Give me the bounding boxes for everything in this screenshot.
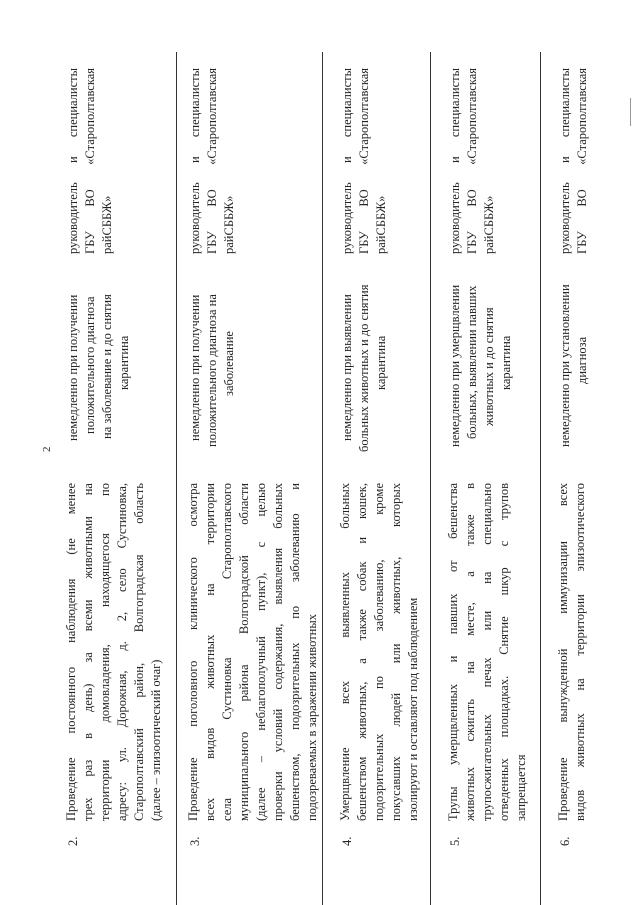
deadline-line: немедленно при получении bbox=[188, 294, 202, 441]
responsible-line: руководитель и специалисты bbox=[188, 68, 202, 254]
measure-line: Трупы умерщвленных и павших от бешенства bbox=[446, 483, 460, 821]
measure-line: Проведение поголовного клинического осмотра bbox=[186, 483, 200, 821]
measure-line: Старополтавский район, Волгоградская область bbox=[132, 483, 146, 821]
scan-edge-mark bbox=[630, 98, 631, 126]
row-number: 4. bbox=[340, 836, 354, 846]
deadline-line: животных и до снятия bbox=[482, 307, 496, 426]
measure-line: территории домовладения, находящегося по bbox=[98, 483, 112, 821]
responsible-line: райСББЖ» bbox=[482, 195, 496, 254]
deadline-line: положительного диагноза на bbox=[205, 294, 219, 447]
deadline-line: карантина bbox=[117, 335, 131, 390]
responsible-line: руководитель и специалисты bbox=[340, 68, 354, 254]
measure-line: изолируют и оставляют под наблюдением bbox=[406, 597, 420, 821]
measure-line: Умерщвление всех выявленных больных bbox=[338, 483, 352, 821]
page-number: 2 bbox=[41, 446, 53, 452]
deadline-line: немедленно при установлении bbox=[558, 284, 572, 447]
measure-line: подозрительных по заболеванию, кроме bbox=[372, 483, 386, 821]
row-number: 5. bbox=[448, 836, 462, 846]
measure-line: муниципального района Волгоградской области bbox=[237, 483, 251, 821]
measure-line: животных сжигать на месте, а также в bbox=[463, 483, 477, 821]
row-separator bbox=[540, 52, 541, 905]
measure-line: трупосжигательных печах или на специально bbox=[480, 483, 494, 821]
measure-line: бешенством животных, а также собак и кошек, bbox=[355, 483, 369, 821]
measure-line: (далее – эпизоотический очаг) bbox=[149, 659, 163, 821]
measure-line: запрещается bbox=[514, 754, 528, 821]
responsible-line: ГБУ ВО «Старополтавская bbox=[465, 68, 479, 254]
measure-line: трех раз в день) за всеми животными на bbox=[81, 483, 95, 821]
measure-line: (далее – неблагополучный пункт), с целью bbox=[254, 483, 268, 821]
row-number: 6. bbox=[558, 836, 572, 846]
measure-line: Проведение постоянного наблюдения (не менее bbox=[64, 483, 78, 821]
measure-line: отведенных площадках. Снятие шкур с трупов bbox=[497, 483, 511, 821]
responsible-line: руководитель и специалисты bbox=[66, 68, 80, 254]
measure-line: видов животных на территории эпизоотического bbox=[573, 483, 587, 821]
deadline-line: больных животных и до снятия bbox=[357, 284, 371, 452]
measure-line: подозреваемых в заражении животных bbox=[305, 614, 319, 821]
deadline-line: положительного диагноза bbox=[83, 296, 97, 434]
responsible-line: райСББЖ» bbox=[100, 195, 114, 254]
measure-line: проверки условий содержания, выявления больных bbox=[271, 483, 285, 821]
responsible-line: ГБУ ВО «Старополтавская bbox=[205, 68, 219, 254]
responsible-line: ГБУ ВО «Старополтавская bbox=[83, 68, 97, 254]
row-separator bbox=[322, 52, 323, 905]
deadline-line: немедленно при выявлении bbox=[340, 294, 354, 441]
responsible-line: руководитель и специалисты bbox=[448, 68, 462, 254]
deadline-line: немедленно при получении bbox=[66, 294, 80, 441]
row-separator bbox=[430, 52, 431, 905]
row-number: 2. bbox=[66, 836, 80, 846]
measure-line: Проведение вынужденной иммунизации всех bbox=[556, 483, 570, 821]
measure-line: села Сустиновка Старополтавского bbox=[220, 483, 234, 821]
deadline-line: заболевание bbox=[222, 331, 236, 396]
deadline-line: карантина bbox=[374, 335, 388, 390]
responsible-line: ГБУ ВО «Старополтавская bbox=[357, 68, 371, 254]
deadline-line: немедленно при умерщвлении bbox=[448, 284, 462, 447]
deadline-line: больных, выявлении павших bbox=[465, 285, 479, 439]
deadline-line: карантина bbox=[499, 335, 513, 390]
row-separator bbox=[176, 52, 177, 905]
measure-line: всех видов животных на территории bbox=[203, 483, 217, 821]
deadline-line: на заболевание и до снятия bbox=[100, 294, 114, 439]
responsible-line: руководитель и специалисты bbox=[558, 68, 572, 254]
responsible-line: ГБУ ВО «Старополтавская bbox=[575, 68, 589, 254]
row-number: 3. bbox=[188, 836, 202, 846]
responsible-line: райСББЖ» bbox=[222, 195, 236, 254]
responsible-line: райСББЖ» bbox=[374, 195, 388, 254]
deadline-line: диагноза bbox=[575, 336, 589, 384]
measure-line: адресу: ул. Дорожная, д. 2, село Сустиновка, bbox=[115, 483, 129, 821]
measure-line: бешенством, подозрительных по заболеванию и bbox=[288, 483, 302, 821]
measure-line: покусавших людей или животных, которых bbox=[389, 483, 403, 821]
